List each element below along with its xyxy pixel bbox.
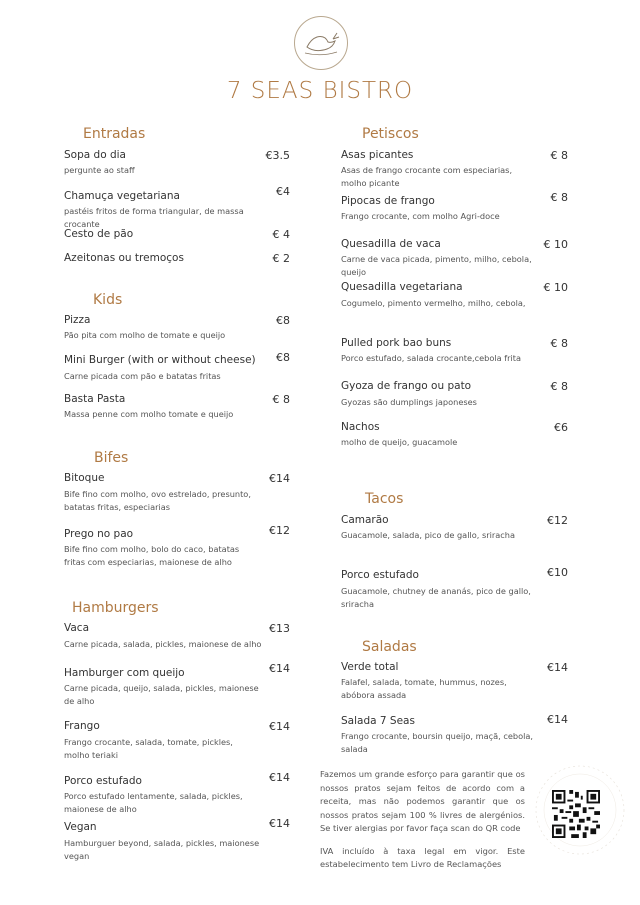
menu-item-name: Cesto de pão xyxy=(64,228,134,240)
menu-item-desc: Carne picada, queijo, salada, pickles, maionese de alho xyxy=(64,683,259,706)
menu-item-desc: Hamburguer beyond, salada, pickles, maionese vegan xyxy=(64,838,260,861)
menu-item-desc: Frango crocante, salada, tomate, pickles, molho teriaki xyxy=(64,737,233,760)
menu-item-price: €14 xyxy=(547,713,568,726)
menu-item-price: €14 xyxy=(269,817,290,830)
section-title-petiscos: Petiscos xyxy=(362,126,419,142)
menu-item-price: € 10 xyxy=(543,281,568,294)
menu-item-price: €12 xyxy=(269,524,290,537)
menu-item-price: €4 xyxy=(276,185,290,198)
menu-item-desc: Porco estufado lentamente, salada, pickles, maionese de alho xyxy=(64,791,243,814)
menu-item-price: € 8 xyxy=(550,380,568,393)
legal-note: IVA incluído à taxa legal em vigor. Este estabelecimento tem Livro de Reclamações xyxy=(320,845,525,869)
menu-item-name: Hamburger com queijo xyxy=(64,667,185,679)
menu-item-desc: Gyozas são dumplings japoneses xyxy=(341,397,477,407)
menu-item-price: €13 xyxy=(269,622,290,635)
menu-item-price: €14 xyxy=(269,771,290,784)
menu-item-name: Mini Burger (with or without cheese) xyxy=(64,354,256,366)
menu-item-name: Porco estufado xyxy=(341,569,419,581)
allergen-note: Fazemos um grande esforço para garantir que os nossos pratos sejam feitos de acordo com a receita, mas não podemos garantir que os nossos pratos sejam 100 % livres de alergénios. Se tiver alergias por favor faça scan do QR code xyxy=(320,769,525,833)
menu-item-price: €14 xyxy=(269,662,290,675)
menu-item-price: €14 xyxy=(547,661,568,674)
menu-item-price: €8 xyxy=(276,314,290,327)
section-title-kids: Kids xyxy=(93,292,123,308)
menu-item-desc: Frango crocante, boursin queijo, maçã, cebola, salada xyxy=(341,731,533,754)
menu-item-name: Bitoque xyxy=(64,472,105,484)
menu-item-name: Pulled pork bao buns xyxy=(341,337,452,349)
page-title: 7 SEAS BISTRO xyxy=(226,78,414,104)
menu-item-name: Porco estufado xyxy=(64,775,142,787)
menu-item-desc: Carne picada, salada, pickles, maionese de alho xyxy=(64,639,262,649)
menu-item-desc: Guacamole, salada, pico de gallo, sriracha xyxy=(341,530,515,540)
section-title-saladas: Saladas xyxy=(362,639,417,655)
menu-item-name: Azeitonas ou tremoços xyxy=(64,252,184,264)
menu-item-desc: Asas de frango crocante com especiarias, molho picante xyxy=(341,165,513,188)
menu-item-desc: Frango crocante, com molho Agri-doce xyxy=(341,211,500,221)
whale-logo-icon xyxy=(294,16,348,70)
menu-item-name: Camarão xyxy=(341,514,389,526)
menu-item-name: Quesadilla de vaca xyxy=(341,238,441,250)
menu-item-desc: Pão pita com molho de tomate e queijo xyxy=(64,330,226,340)
menu-item-price: €14 xyxy=(269,720,290,733)
menu-item-price: € 8 xyxy=(550,337,568,350)
menu-item-desc: Bife fino com molho, bolo do caco, batatas fritas com especiarias, maionese de alho xyxy=(64,544,240,567)
menu-item-desc: Carne de vaca picada, pimento, milho, cebola, queijo xyxy=(341,254,532,277)
qr-code-icon[interactable] xyxy=(552,790,600,838)
menu-item-desc: Guacamole, chutney de ananás, pico de gallo, sriracha xyxy=(341,586,531,609)
menu-item-name: Chamuça vegetariana xyxy=(64,190,180,202)
menu-item-name: Quesadilla vegetariana xyxy=(341,281,463,293)
section-title-tacos: Tacos xyxy=(365,491,404,507)
menu-item-desc: pastéis fritos de forma triangular, de massa crocante xyxy=(64,206,244,229)
menu-item-desc: Bife fino com molho, ovo estrelado, presunto, batatas fritas, especiarias xyxy=(64,489,251,512)
menu-item-price: €6 xyxy=(554,421,568,434)
menu-item-desc: Cogumelo, pimento vermelho, milho, cebola, xyxy=(341,298,526,308)
menu-item-name: Vaca xyxy=(64,622,90,634)
menu-item-price: €12 xyxy=(547,514,568,527)
menu-item-name: Vegan xyxy=(64,821,97,833)
menu-item-price: €3.5 xyxy=(265,149,290,162)
menu-item-name: Sopa do dia xyxy=(64,149,126,161)
menu-item-price: € 4 xyxy=(272,228,290,241)
menu-item-name: Prego no pao xyxy=(64,528,134,540)
menu-item-name: Nachos xyxy=(341,421,380,433)
menu-item-desc: pergunte ao staff xyxy=(64,165,135,175)
section-title-entradas: Entradas xyxy=(83,126,146,142)
menu-item-price: €8 xyxy=(276,351,290,364)
menu-item-desc: Porco estufado, salada crocante,cebola frita xyxy=(341,353,522,363)
menu-item-desc: molho de queijo, guacamole xyxy=(341,437,458,447)
menu-item-price: €14 xyxy=(269,472,290,485)
menu-item-name: Gyoza de frango ou pato xyxy=(341,380,472,392)
menu-item-desc: Falafel, salada, tomate, hummus, nozes, abóbora assada xyxy=(341,677,507,700)
section-title-bifes: Bifes xyxy=(94,450,129,466)
menu-item-price: € 8 xyxy=(550,191,568,204)
menu-item-name: Pipocas de frango xyxy=(341,195,435,207)
footer-notes xyxy=(320,768,525,872)
menu-item-price: € 2 xyxy=(272,252,290,265)
section-title-hamburgers: Hamburgers xyxy=(72,600,159,616)
menu-item-name: Pizza xyxy=(64,314,91,326)
menu-item-desc: Carne picada com pão e batatas fritas xyxy=(64,371,221,381)
menu-item-name: Frango xyxy=(64,720,100,732)
menu-item-desc: Massa penne com molho tomate e queijo xyxy=(64,409,234,419)
menu-item-name: Basta Pasta xyxy=(64,393,126,405)
menu-item-price: € 8 xyxy=(272,393,290,406)
menu-item-name: Asas picantes xyxy=(341,149,414,161)
menu-item-name: Salada 7 Seas xyxy=(341,715,415,727)
menu-item-name: Verde total xyxy=(341,661,399,673)
menu-item-price: € 8 xyxy=(550,149,568,162)
menu-item-price: €10 xyxy=(547,566,568,579)
menu-item-price: € 10 xyxy=(543,238,568,251)
